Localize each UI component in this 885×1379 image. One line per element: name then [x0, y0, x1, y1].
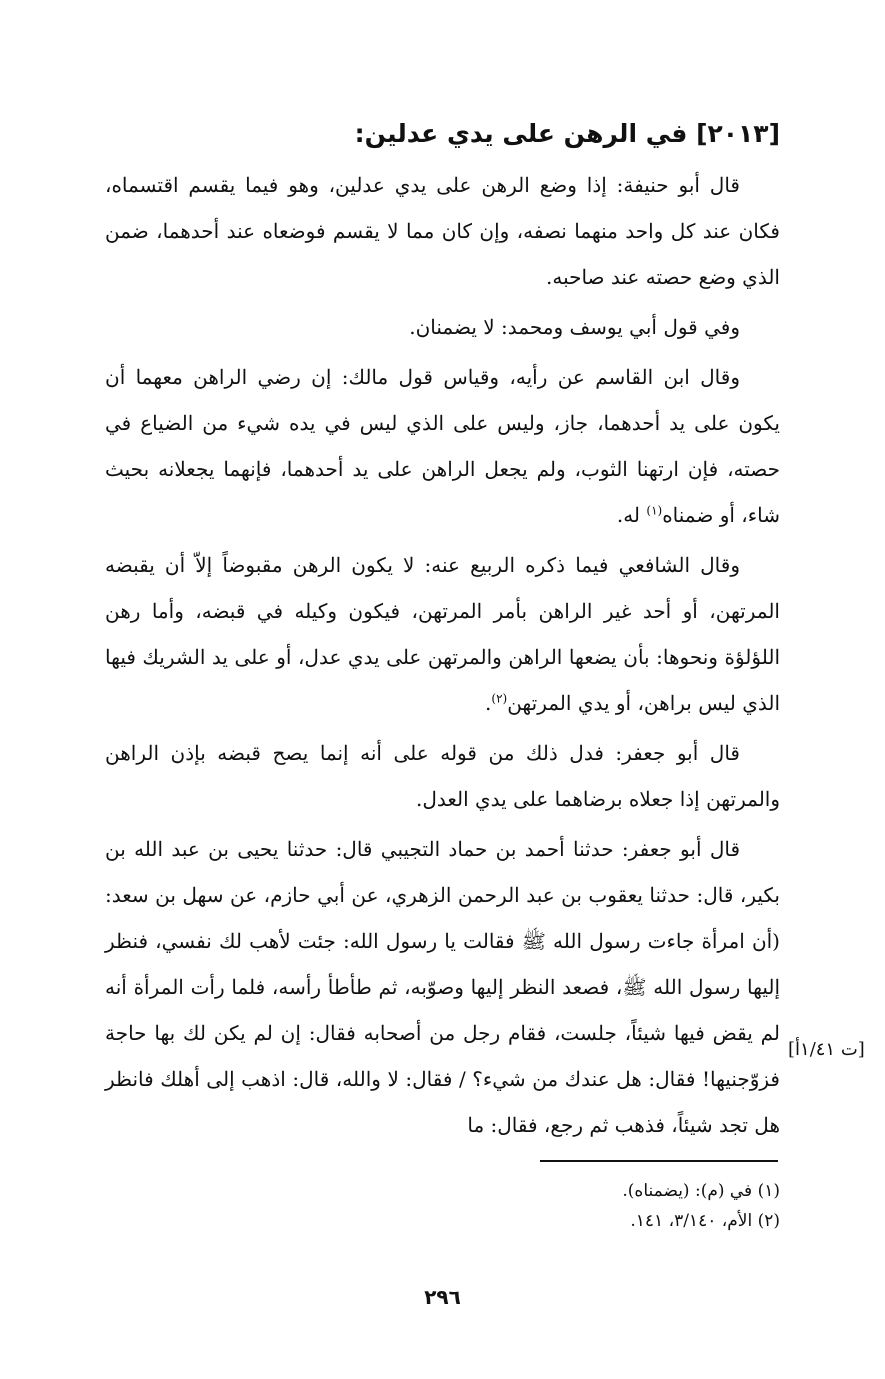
footnote-ref: (١) — [646, 503, 663, 518]
paragraph-tail: . — [485, 691, 492, 715]
section-heading: [٢٠١٣] في الرهن على يدي عدلين: — [354, 119, 780, 148]
paragraph-text: وقال ابن القاسم عن رأيه، وقياس قول مالك: إن رضي الراهن معهما أن يكون على يد أحدهما، جاز، وليس على الذي ليس في يده شيء من الضياع في حصته، فإن ارتهنا الثوب، ولم يجعل الراهن على يد أحدهما، فإنهما يجعلانه بحيث شاء، أو ضمناه — [105, 365, 780, 527]
paragraph-text: وقال الشافعي فيما ذكره الربيع عنه: لا يكون الرهن مقبوضاً إلاّ أن يقبضه المرتهن، أو أحد غير الراهن بأمر المرتهن، فيكون وكيله في قبضه، وأما رهن اللؤلؤة ونحوها: بأن يضعها الراهن والمرتهن على يدي عدل، أو على يد الشريك فيها الذي ليس براهن، أو يدي المرتهن — [105, 553, 780, 715]
footnote-ref: (٢) — [491, 691, 508, 706]
paragraph-text: قال أبو حنيفة: إذا وضع الرهن على يدي عدلين، وهو فيما يقسم اقتسماه، فكان عند كل واحد منهما نصفه، وإن كان مما لا يقسم فوضعاه عند أحدهما، ضمن الذي وضع حصته عند صاحبه. — [105, 173, 780, 289]
main-text — [105, 112, 780, 1148]
paragraph-text: قال أبو جعفر: حدثنا أحمد بن حماد التجيبي قال: حدثنا يحيى بن عبد الله بن بكير، قال: حدثنا يعقوب بن عبد الرحمن الزهري، عن أبي حازم، عن سهل بن سعد: (أن امرأة جاءت رسول الله ﷺ فقالت يا رسول الله: جئت لأهب لك نفسي، فنظر إليها رسول الله ﷺ، فصعد النظر إليها وصوّبه، ثم طأطأ رأسه، فلما رأت المرأة أنه لم يقض فيها شيئاً، جلست، فقام رجل من أصحابه فقال: إن لم يكن لك بها حاجة فزوّجنيها! فقال: هل عندك من شيء؟ / فقال: لا والله، قال: اذهب إلى أهلك فانظر هل تجد شيئاً، فذهب ثم رجع، فقال: ما — [105, 837, 781, 1137]
paragraph-abu-hanifa — [105, 162, 780, 300]
footnotes — [300, 1176, 780, 1236]
page-number: ٢٩٦ — [424, 1285, 461, 1309]
paragraph-tail: له. — [616, 503, 647, 527]
paragraph-abu-jafar-1 — [105, 730, 780, 822]
footnote-1: (١) في (م): (يضمناه). — [622, 1181, 780, 1201]
paragraph-text: وفي قول أبي يوسف ومحمد: لا يضمنان. — [409, 315, 740, 339]
manuscript-margin-ref: [ت ١/٤١أ] — [788, 1039, 865, 1060]
paragraph-shafii — [105, 542, 780, 726]
paragraph-abu-jafar-2 — [105, 826, 780, 1148]
footnote-2: (٢) الأم، ٣/١٤٠، ١٤١. — [630, 1211, 780, 1231]
paragraph-text: قال أبو جعفر: فدل ذلك من قوله على أنه إنما يصح قبضه بإذن الراهن والمرتهن إذا جعلاه برضاهما على يدي العدل. — [105, 741, 780, 811]
footnote-divider — [540, 1160, 778, 1162]
paragraph-ibn-al-qasim — [105, 354, 780, 538]
paragraph-abu-yusuf — [105, 304, 780, 350]
